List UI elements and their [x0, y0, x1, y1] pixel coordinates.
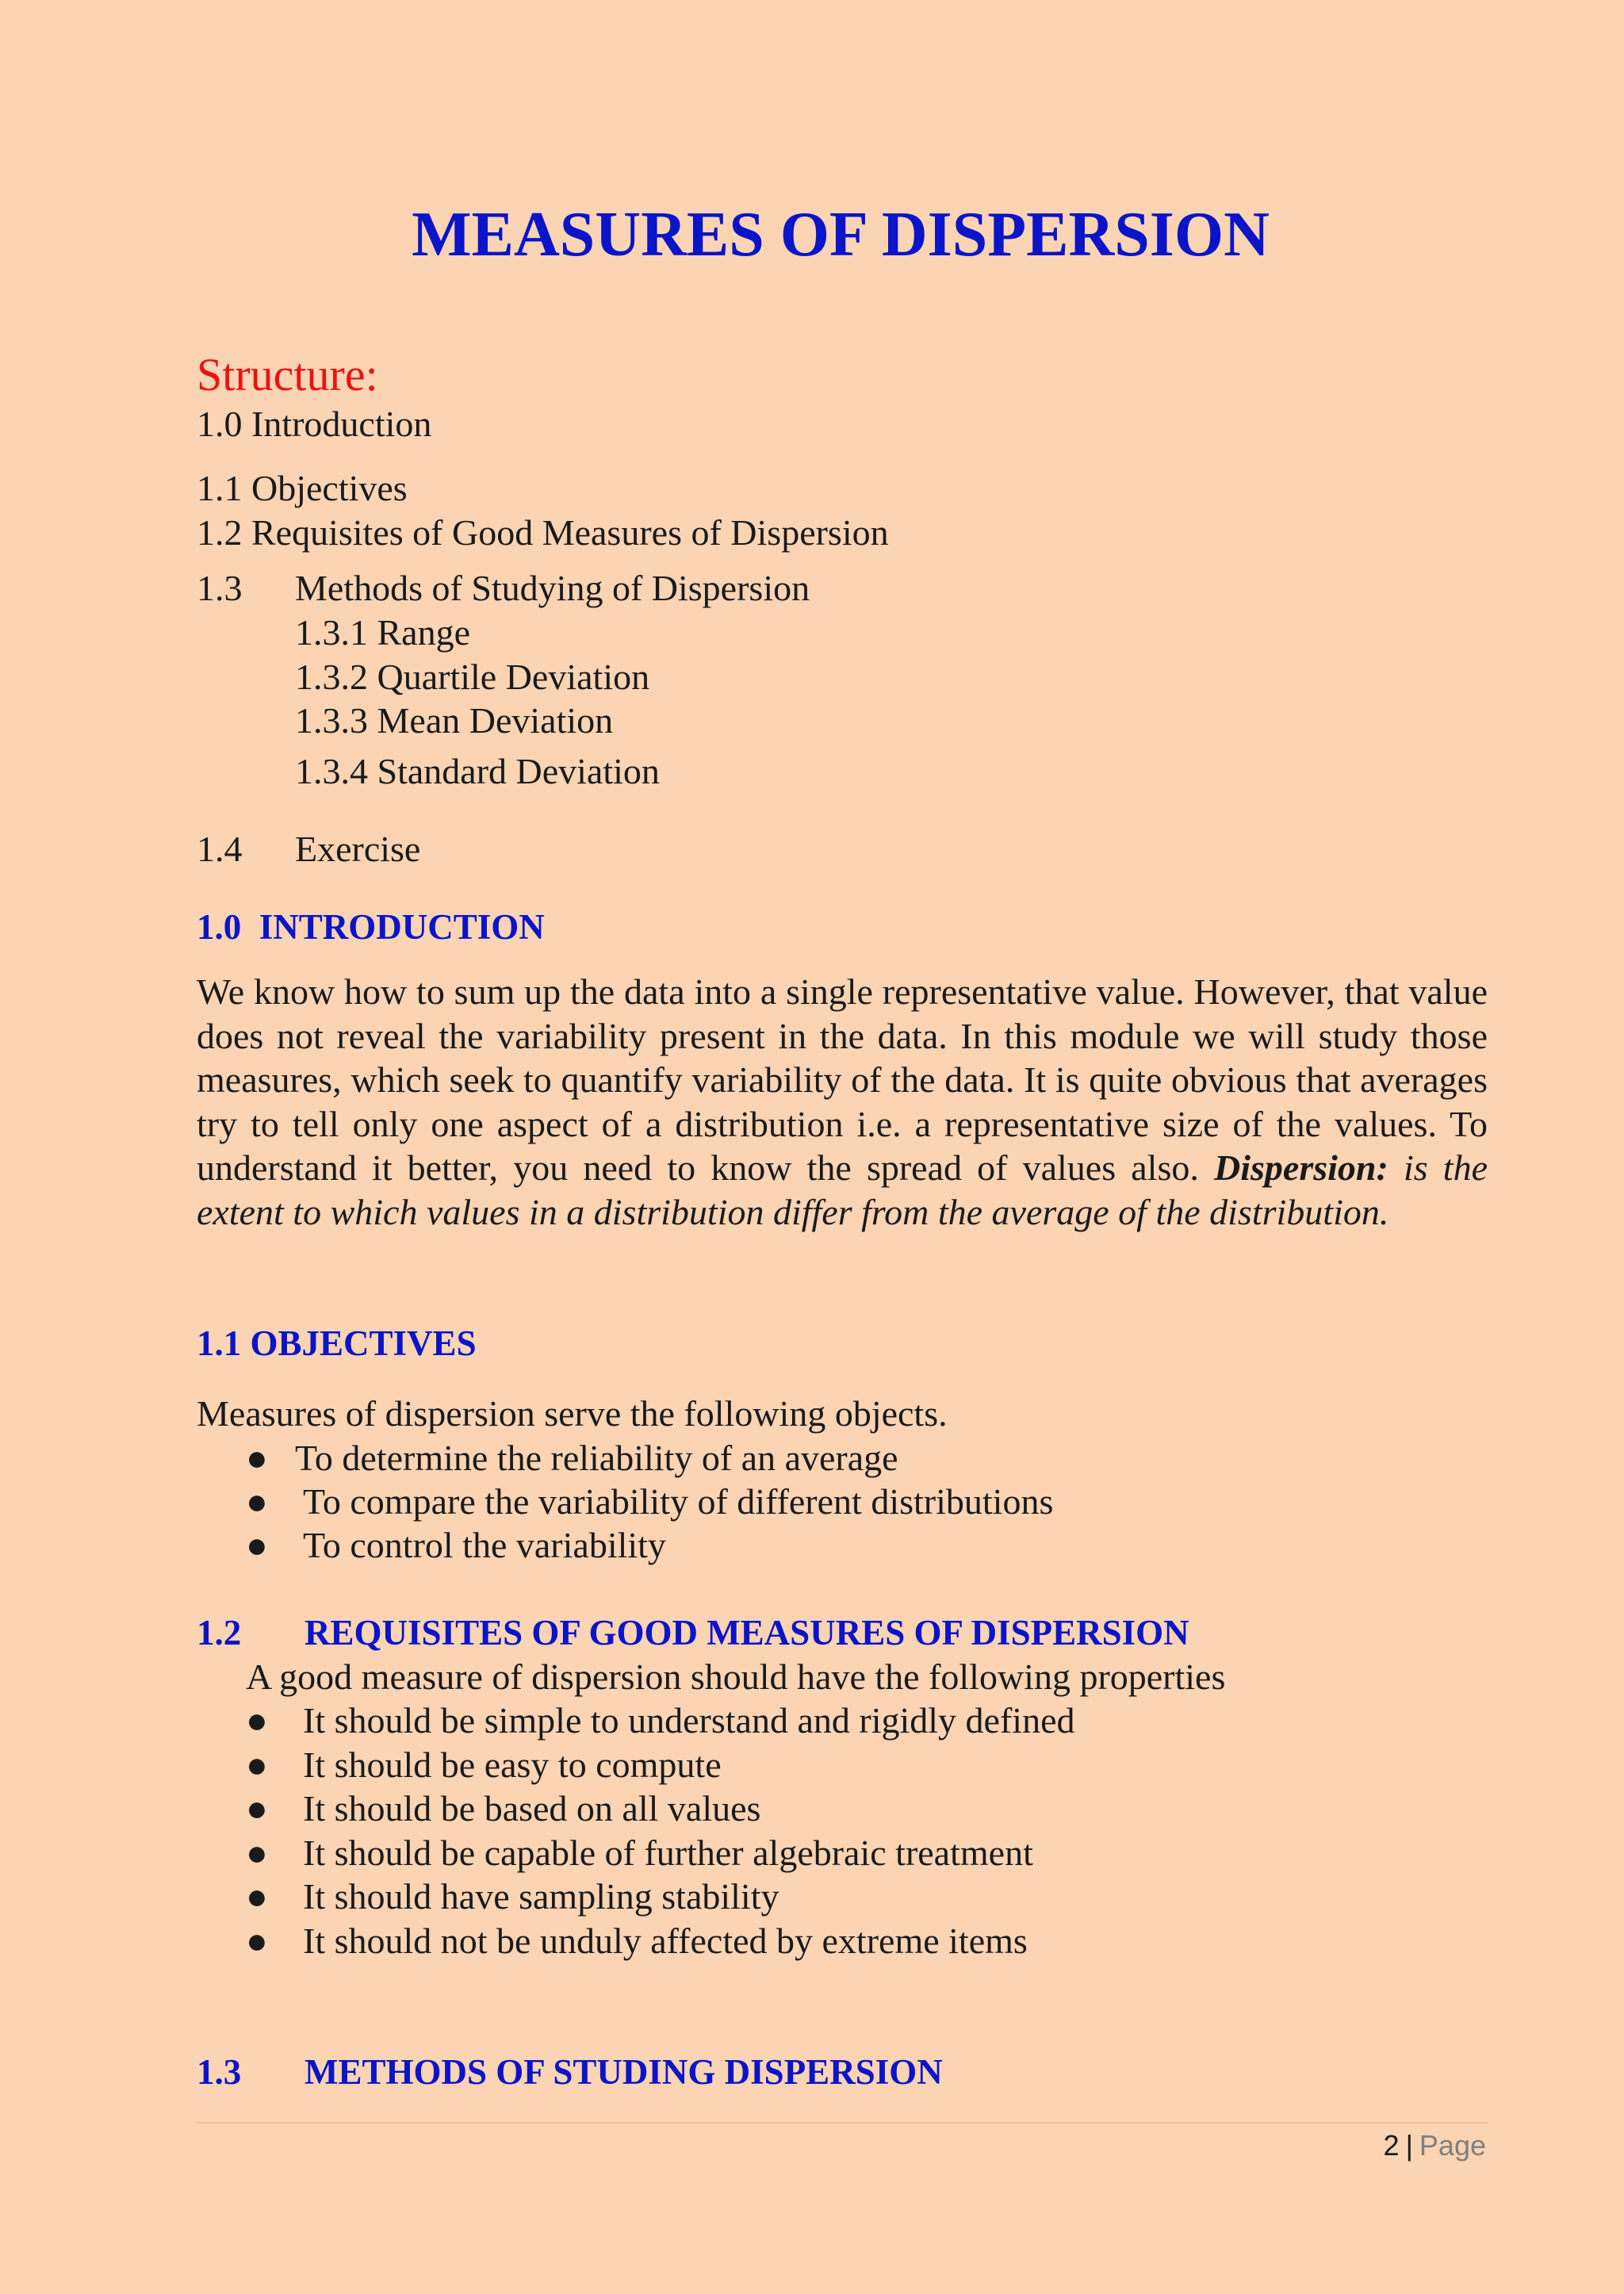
list-item [246, 1743, 722, 1787]
structure-item-exercise [197, 827, 420, 871]
list-item-text: It should be simple to understand and rigidly defined [303, 1700, 1075, 1741]
introduction-text: We know how to sum up the data into a single representative value. However, that value does not reveal the variability present in the data. In this module we will study those measures, which seek to quantify variability of the data. It is quite obvious that averages try to tell only one aspect of a distribution i.e. a representative size of the values. To understand it better, you need to know the spread of values also. [197, 971, 1488, 1188]
requisites-intro: A good measure of dispersion should have the following properties [246, 1656, 1226, 1697]
bullet-icon: ● [246, 1700, 268, 1741]
bullet-icon: ● [246, 1788, 268, 1829]
list-item-text: To determine the reliability of an average [295, 1438, 898, 1478]
bullet-icon: ● [246, 1833, 268, 1873]
requisites-heading-text: REQUISITES OF GOOD MEASURES OF DISPERSION [304, 1613, 1189, 1653]
bullet-icon: ● [246, 1525, 268, 1565]
page-title: MEASURES OF DISPERSION [412, 200, 1270, 270]
structure-item-label: Methods of Studying of Dispersion [295, 568, 810, 608]
structure-item-introduction: 1.0 Introduction [197, 404, 432, 444]
page-footer [1384, 2127, 1486, 2165]
bullet-icon: ● [246, 1876, 268, 1917]
list-item-text: It should not be unduly affected by extreme items [303, 1921, 1028, 1961]
footer-separator: | [1405, 2129, 1413, 2162]
structure-item-label: Exercise [295, 829, 421, 869]
requisites-heading [197, 1610, 1189, 1655]
structure-label: Structure: [197, 349, 378, 400]
structure-item-number: 1.4 [197, 829, 243, 869]
page-number: 2 [1383, 2129, 1400, 2162]
page-label: Page [1419, 2129, 1486, 2162]
structure-item-number: 1.3 [197, 568, 243, 608]
structure-item-requisites: 1.2 Requisites of Good Measures of Dispersion [197, 512, 889, 553]
footer-divider [197, 2122, 1488, 2124]
list-item-text: It should be easy to compute [303, 1744, 722, 1785]
definition-term: Dispersion: [1214, 1147, 1388, 1188]
structure-subitem-quartile-deviation: 1.3.2 Quartile Deviation [295, 657, 650, 697]
bullet-icon: ● [246, 1921, 268, 1961]
bullet-icon: ● [246, 1438, 268, 1478]
list-item [246, 1523, 666, 1568]
introduction-paragraph [197, 970, 1488, 1234]
introduction-heading: 1.0 INTRODUCTION [197, 907, 545, 947]
structure-subitem-range: 1.3.1 Range [295, 612, 471, 653]
list-item [246, 1787, 760, 1831]
list-item [246, 1436, 898, 1480]
list-item-text: It should have sampling stability [303, 1876, 779, 1917]
list-item [246, 1698, 1074, 1743]
structure-item-objectives: 1.1 Objectives [197, 468, 408, 508]
methods-heading-number: 1.3 [197, 2052, 242, 2092]
list-item-text: It should be capable of further algebraic treatment [303, 1833, 1033, 1873]
list-item [246, 1480, 1053, 1524]
methods-heading-text: METHODS OF STUDING DISPERSION [304, 2052, 943, 2092]
objectives-intro: Measures of dispersion serve the following objects. [197, 1393, 948, 1434]
bullet-icon: ● [246, 1744, 268, 1785]
list-item [246, 1831, 1033, 1875]
structure-subitem-standard-deviation: 1.3.4 Standard Deviation [295, 751, 660, 791]
objectives-heading: 1.1 OBJECTIVES [197, 1323, 477, 1363]
list-item-text: It should be based on all values [303, 1788, 761, 1829]
requisites-heading-number: 1.2 [197, 1613, 242, 1653]
structure-item-methods [197, 566, 810, 611]
list-item [246, 1875, 779, 1919]
structure-subitem-mean-deviation: 1.3.3 Mean Deviation [295, 700, 614, 741]
bullet-icon: ● [246, 1481, 268, 1522]
list-item [246, 1919, 1028, 1963]
list-item-text: To control the variability [303, 1525, 666, 1565]
list-item-text: To compare the variability of different distributions [303, 1481, 1054, 1522]
methods-heading [197, 2050, 943, 2094]
definition-text: is the extent to which values in a distribution differ from the average of the distribution. [197, 1147, 1488, 1232]
